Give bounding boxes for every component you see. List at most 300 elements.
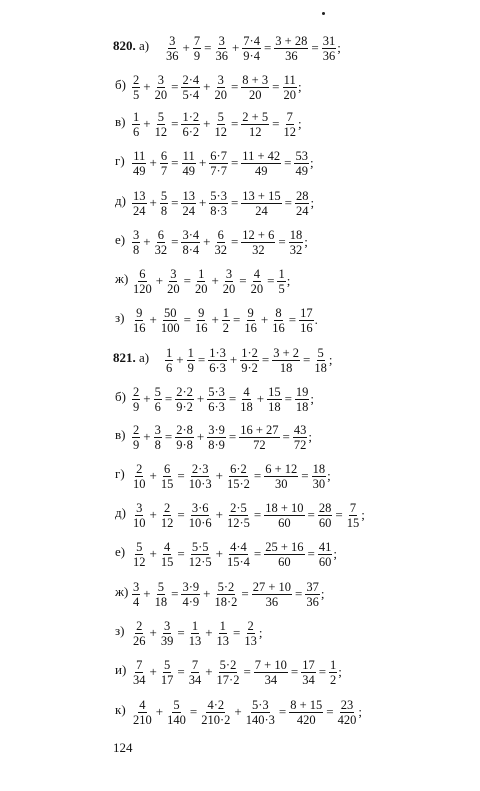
denominator: 6 (133, 124, 140, 139)
numerator: 3 (170, 266, 177, 281)
problem-row (0, 107, 480, 141)
fraction (240, 346, 259, 375)
item-letter: г) (115, 153, 125, 168)
plus-sign: + (198, 195, 207, 210)
plus-sign: + (149, 312, 157, 327)
equals-sign: = (267, 273, 275, 288)
denominator: 15 (346, 515, 360, 530)
denominator: 16 (133, 320, 146, 335)
item-letter: е) (115, 544, 126, 559)
numerator: 15 (268, 384, 281, 399)
denominator: 9·8 (176, 437, 193, 452)
denominator: 210·2 (201, 712, 231, 727)
numerator: 8 (275, 305, 282, 320)
item-letter: ж) (115, 271, 129, 286)
numerator: 5 (160, 188, 168, 203)
denominator: 32 (252, 242, 265, 257)
item-letter: а) (139, 350, 150, 365)
numerator: 1·2 (241, 345, 258, 360)
numerator: 5 (136, 539, 143, 554)
fraction (160, 540, 175, 569)
denominator: 15 (160, 476, 174, 491)
problem-label (115, 233, 125, 247)
numerator: 5·5 (191, 539, 209, 554)
problem-row (0, 146, 480, 180)
denominator: 140 (167, 712, 186, 727)
numerator: 3 (136, 500, 143, 515)
fraction (207, 385, 226, 414)
fraction (160, 619, 175, 648)
equals-sign: = (288, 312, 297, 327)
denominator: 72 (293, 437, 307, 452)
denominator: 210 (133, 712, 152, 727)
denominator: 34 (302, 672, 315, 687)
numerator: 2·5 (230, 500, 247, 515)
denominator: 15·2 (226, 476, 250, 491)
item-letter: и) (115, 662, 127, 677)
plus-sign: + (182, 40, 190, 55)
denominator: 20 (283, 87, 296, 102)
equals-sign: = (278, 234, 286, 249)
plus-sign: + (256, 391, 265, 406)
denominator: 4·9 (182, 594, 200, 609)
numerator: 18 (289, 227, 303, 242)
numerator: 2 (133, 384, 140, 399)
fraction (312, 462, 327, 491)
denominator: 39 (160, 633, 174, 648)
denominator: 12·5 (188, 554, 212, 569)
fraction (282, 110, 297, 139)
fraction (160, 462, 175, 491)
numerator: 4 (139, 697, 146, 712)
denominator: 20 (167, 281, 180, 296)
item-letter: з) (115, 310, 125, 325)
item-letter: к) (115, 702, 126, 717)
item-letter: ж) (115, 584, 129, 599)
numerator: 3 (133, 227, 140, 242)
plus-sign: + (196, 391, 205, 406)
numerator: 5 (317, 345, 324, 360)
denominator: 32 (154, 242, 168, 257)
numerator: 1 (191, 618, 199, 633)
equals-sign: = (318, 664, 327, 679)
equals-sign: = (171, 79, 179, 94)
punctuation: ; (308, 429, 312, 444)
punctuation: ; (320, 586, 325, 601)
numerator: 2·8 (176, 422, 193, 437)
punctuation: ; (286, 273, 291, 288)
equals-sign: = (230, 195, 239, 210)
denominator: 49 (295, 163, 308, 178)
denominator: 9·2 (176, 399, 193, 414)
fraction (241, 189, 281, 218)
numerator: 41 (318, 539, 332, 554)
fraction (200, 698, 231, 727)
denominator: 18 (268, 399, 281, 414)
numerator: 5·3 (251, 697, 269, 712)
problem-label (113, 351, 149, 365)
equals-sign: = (230, 79, 239, 94)
equals-sign: = (230, 234, 239, 249)
denominator: 7·7 (210, 163, 227, 178)
equals-sign: = (290, 664, 299, 679)
fraction (299, 306, 314, 335)
fraction (213, 73, 228, 102)
fraction (322, 34, 337, 63)
equals-sign: = (189, 704, 198, 719)
problem-row (0, 616, 480, 650)
fraction (226, 462, 251, 491)
problem-row (0, 303, 480, 337)
numerator: 53 (295, 148, 308, 163)
numerator: 6 (163, 461, 171, 476)
denominator: 12 (160, 515, 174, 530)
item-letter: д) (115, 193, 126, 208)
problem-row (0, 264, 480, 298)
fraction (132, 110, 140, 139)
numerator: 2 (133, 72, 140, 87)
denominator: 32 (289, 242, 303, 257)
punctuation: ; (304, 234, 308, 249)
denominator: 6 (154, 399, 161, 414)
numerator: 5 (154, 384, 161, 399)
fraction (243, 306, 258, 335)
problem-row (0, 695, 480, 729)
numerator: 1 (187, 345, 194, 360)
equation (131, 537, 337, 571)
numerator: 7 (191, 657, 199, 672)
denominator: 6·2 (182, 124, 200, 139)
plus-sign: + (143, 234, 151, 249)
numerator: 3 (225, 266, 233, 281)
denominator: 17 (160, 672, 174, 687)
denominator: 24 (182, 203, 195, 218)
equals-sign: = (171, 195, 179, 210)
denominator: 60 (318, 554, 332, 569)
denominator: 420 (337, 712, 357, 727)
denominator: 8·4 (182, 242, 200, 257)
item-letter: б) (115, 389, 126, 404)
denominator: 13 (188, 633, 202, 648)
fraction (289, 228, 304, 257)
numerator: 5 (157, 109, 164, 124)
fraction (188, 658, 203, 687)
numerator: 23 (340, 697, 354, 712)
numerator: 18 + 10 (265, 500, 304, 515)
numerator: 2 (247, 618, 254, 633)
equals-sign: = (171, 586, 179, 601)
numerator: 7 + 10 (254, 657, 287, 672)
plus-sign: + (203, 116, 211, 131)
denominator: 8 (154, 437, 161, 452)
numerator: 5 (217, 109, 224, 124)
problem-row (0, 577, 480, 611)
numerator: 7 (136, 657, 143, 672)
numerator: 16 + 27 (240, 422, 279, 437)
fraction (207, 423, 226, 452)
fraction (132, 580, 140, 609)
equals-sign: = (284, 195, 292, 210)
fraction (267, 385, 282, 414)
equals-sign: = (230, 155, 239, 170)
page-number: 124 (113, 740, 133, 755)
denominator: 12 (214, 124, 227, 139)
fraction (181, 228, 200, 257)
numerator: 19 (295, 384, 309, 399)
denominator: 20 (222, 281, 236, 296)
denominator: 6·3 (208, 399, 225, 414)
fraction (132, 423, 140, 452)
numerator: 6 (157, 227, 164, 242)
fraction (329, 658, 337, 687)
plus-sign: + (203, 586, 211, 601)
numerator: 1 (166, 345, 173, 360)
numerator: 17 (300, 305, 313, 320)
numerator: 9 (247, 305, 254, 320)
scan-dot (322, 12, 325, 15)
denominator: 36 (322, 48, 336, 63)
denominator: 13 (216, 633, 230, 648)
fraction (132, 73, 140, 102)
fraction (222, 267, 237, 296)
fraction (154, 228, 169, 257)
problem-number: 821. (113, 350, 136, 365)
denominator: 8·9 (208, 437, 225, 452)
equals-sign: = (177, 625, 185, 640)
fraction (188, 540, 213, 569)
equals-sign: = (301, 468, 309, 483)
numerator: 3 + 28 (275, 33, 308, 48)
problem-label (115, 311, 124, 325)
fraction (295, 189, 310, 218)
numerator: 3·4 (182, 227, 200, 242)
equals-sign: = (253, 468, 262, 483)
fraction (154, 73, 169, 102)
numerator: 12 + 6 (242, 227, 275, 242)
equation (131, 186, 314, 220)
numerator: 6 (139, 266, 146, 281)
fraction (154, 110, 169, 139)
denominator: 12 (248, 124, 262, 139)
fraction (160, 501, 175, 530)
equals-sign: = (171, 155, 179, 170)
equation (164, 31, 341, 65)
equation (131, 107, 302, 141)
fraction (188, 619, 203, 648)
fraction (132, 540, 147, 569)
numerator: 3 (218, 33, 225, 48)
fraction (301, 658, 316, 687)
denominator: 60 (278, 554, 291, 569)
equation (131, 616, 263, 650)
numerator: 7 (193, 33, 201, 48)
numerator: 1·3 (209, 345, 226, 360)
fraction (175, 423, 194, 452)
equals-sign: = (326, 704, 334, 719)
numerator: 3·9 (182, 579, 200, 594)
denominator: 10 (133, 476, 146, 491)
problem-label (115, 585, 128, 599)
denominator: 24 (133, 203, 146, 218)
equation (131, 695, 362, 729)
fraction (313, 346, 328, 375)
denominator: 24 (295, 203, 309, 218)
denominator: 36 (215, 48, 228, 63)
equals-sign: = (233, 312, 241, 327)
problem-number: 820. (113, 38, 136, 53)
equals-sign: = (164, 391, 173, 406)
equals-sign: = (241, 586, 249, 601)
fraction (181, 73, 200, 102)
problem-label (115, 115, 125, 129)
denominator: 5·4 (182, 87, 200, 102)
plus-sign: + (143, 79, 151, 94)
denominator: 24 (255, 203, 268, 218)
problem-row (0, 655, 480, 689)
denominator: 12 (283, 124, 296, 139)
equals-sign: = (303, 352, 311, 367)
denominator: 34 (133, 672, 146, 687)
equals-sign: = (272, 79, 280, 94)
plus-sign: + (143, 429, 151, 444)
fraction (294, 149, 309, 178)
equals-sign: = (278, 704, 287, 719)
equals-sign: = (284, 391, 292, 406)
problem-label (115, 624, 124, 638)
denominator: 4 (133, 594, 140, 609)
numerator: 4 (243, 384, 250, 399)
denominator: 34 (264, 672, 278, 687)
numerator: 4 (253, 266, 260, 281)
numerator: 3 (217, 72, 224, 87)
numerator: 5·2 (219, 657, 237, 672)
numerator: 2·4 (182, 72, 200, 87)
fraction (346, 501, 361, 530)
denominator: 18 (240, 399, 253, 414)
denominator: 5 (278, 281, 285, 296)
denominator: 32 (214, 242, 227, 257)
fraction (132, 385, 140, 414)
plus-sign: + (260, 312, 269, 327)
denominator: 9 (193, 48, 201, 63)
numerator: 7 (286, 109, 293, 124)
equals-sign: = (272, 116, 280, 131)
numerator: 11 (283, 72, 296, 87)
fraction (213, 110, 228, 139)
fraction (274, 34, 308, 63)
numerator: 27 + 10 (252, 579, 292, 594)
fraction (166, 267, 181, 296)
denominator: 20 (194, 281, 208, 296)
plus-sign: + (198, 155, 207, 170)
fraction (264, 501, 304, 530)
equals-sign: = (204, 40, 212, 55)
equals-sign: = (295, 586, 303, 601)
fraction (194, 306, 209, 335)
fraction (241, 73, 269, 102)
equation (131, 264, 290, 298)
equation (131, 70, 302, 104)
fraction (216, 658, 241, 687)
equals-sign: = (171, 116, 179, 131)
numerator: 28 (318, 500, 332, 515)
punctuation: ; (361, 507, 365, 522)
equals-sign: = (261, 352, 270, 367)
problem-label (113, 39, 149, 53)
equals-sign: = (183, 273, 191, 288)
denominator: 20 (250, 281, 264, 296)
equals-sign: = (253, 507, 262, 522)
plus-sign: + (143, 586, 151, 601)
numerator: 50 (163, 305, 177, 320)
denominator: 7 (160, 163, 168, 178)
denominator: 60 (278, 515, 291, 530)
equation (131, 146, 314, 180)
equation (131, 459, 331, 493)
numerator: 8 + 3 (242, 72, 269, 87)
equals-sign: = (307, 546, 315, 561)
numerator: 2·3 (191, 461, 209, 476)
plus-sign: + (203, 234, 211, 249)
equals-sign: = (243, 664, 251, 679)
denominator: 9 (133, 437, 140, 452)
fraction (166, 698, 187, 727)
denominator: 140·3 (245, 712, 275, 727)
denominator: 6 (166, 360, 173, 375)
fraction (188, 462, 213, 491)
denominator: 9 (187, 360, 194, 375)
denominator: 18 (295, 399, 309, 414)
fraction (132, 619, 147, 648)
numerator: 3·9 (208, 422, 225, 437)
fraction (264, 540, 304, 569)
problem-label (115, 154, 125, 168)
numerator: 37 (306, 579, 319, 594)
denominator: 16 (194, 320, 208, 335)
fraction (272, 346, 300, 375)
plus-sign: + (155, 273, 164, 288)
fraction (132, 698, 153, 727)
problem-label (115, 467, 125, 481)
fraction (264, 462, 298, 491)
fraction (193, 34, 201, 63)
fraction (277, 267, 285, 296)
numerator: 7·4 (243, 33, 260, 48)
fraction (132, 228, 140, 257)
fraction (305, 580, 320, 609)
denominator: 12 (133, 554, 146, 569)
punctuation: ; (338, 664, 342, 679)
denominator: 8·3 (210, 203, 227, 218)
numerator: 6·2 (230, 461, 247, 476)
fraction (295, 385, 310, 414)
numerator: 3 (157, 72, 164, 87)
denominator: 36 (285, 48, 298, 63)
fraction (254, 658, 288, 687)
punctuation: . (314, 312, 318, 327)
denominator: 120 (133, 281, 152, 296)
equation (131, 655, 342, 689)
problem-label (115, 390, 126, 404)
fraction (181, 149, 196, 178)
fraction (209, 189, 228, 218)
equals-sign: = (164, 429, 173, 444)
problem-label (115, 506, 126, 520)
plus-sign: + (149, 507, 157, 522)
equals-sign: = (233, 625, 241, 640)
problem-row (0, 382, 480, 416)
fraction (160, 306, 181, 335)
